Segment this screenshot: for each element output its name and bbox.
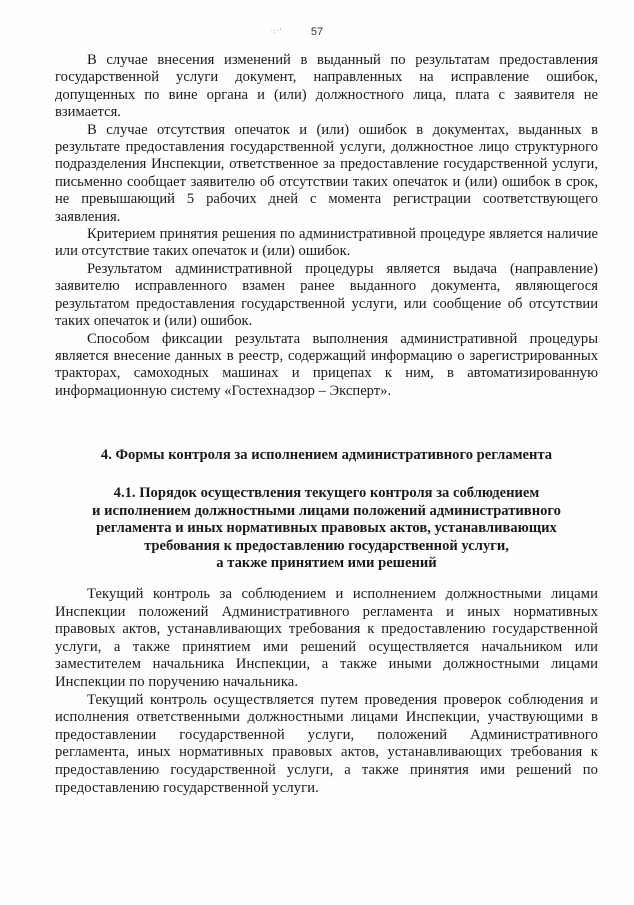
paragraph: Текущий контроль осуществляется путем проведения проверок соблюдения и исполнения ответственными должностными лицами Инспекции, участвующими в предоставлении государственной услуги, положений Административного регламента, иных нормативных правовых актов, устанавливающих требования к предоставлению государственной услуги, а также принятия ими решений по предоставлению государственной услуги. <box>55 691 598 796</box>
paragraph: Текущий контроль за соблюдением и исполнением должностными лицами Инспекции положений Административного регламента и иных нормативных правовых актов, устанавливающих требования к предоставлению государственной услуги, а также принятием ими решений осуществляется начальником или заместителем начальника Инспекции, а также иными должностными лицами Инспекции по поручению начальника. <box>55 586 598 690</box>
heading-line: а также принятием ими решений <box>216 555 437 572</box>
paragraph: В случае отсутствия опечаток и (или) ошибок в документах, выданных в результате предоставления государственной услуги, должностное лицо структурного подразделения Инспекции, ответственное за предоставление государственной услуги, письменно сообщает заявителю об отсутствии таких опечаток и (или) ошибок в срок, не превышающий 5 рабочих дней с момента регистрации соответствующего заявления. <box>55 121 598 225</box>
paragraph: Критерием принятия решения по административной процедуре является наличие или отсутствие таких опечаток и (или) ошибок. <box>55 226 598 260</box>
heading-line: требования к предоставлению государственной услуги, <box>144 537 509 554</box>
heading-line: и исполнением должностными лицами положений административного <box>92 502 561 519</box>
section-top-text <box>55 52 598 400</box>
section-4-heading: 4. Формы контроля за исполнением административного регламента <box>100 447 553 463</box>
section-4-1-heading <box>55 485 598 573</box>
paragraph: Результатом административной процедуры является выдача (направление) заявителю исправленного взамен ранее выданного документа, являющегося результатом предоставления государственной услуги, или сообщение об отсутствии таких опечаток и (или) ошибок. <box>55 260 598 330</box>
section-4-1-text <box>55 586 598 797</box>
paragraph: В случае внесения изменений в выданный по результатам предоставления государственной услуги документ, направленных на исправление ошибок, допущенных по вине органа и (или) должностного лица, плата с заявителя не взимается. <box>55 52 598 121</box>
paragraph: Способом фиксации результата выполнения административной процедуры является внесение данных в реестр, содержащий информацию о зарегистрированных тракторах, самоходных машинах и прицепах к ним, в автоматизированную информационную систему «Гостехнадзор – Эксперт». <box>55 330 598 399</box>
heading-line: регламента и иных нормативных правовых актов, устанавливающих <box>96 520 557 537</box>
heading-line: 4.1. Порядок осуществления текущего контроля за соблюдением <box>113 485 540 501</box>
page-number: 57 <box>310 26 324 38</box>
scan-artifact: ·:·' <box>270 27 283 35</box>
